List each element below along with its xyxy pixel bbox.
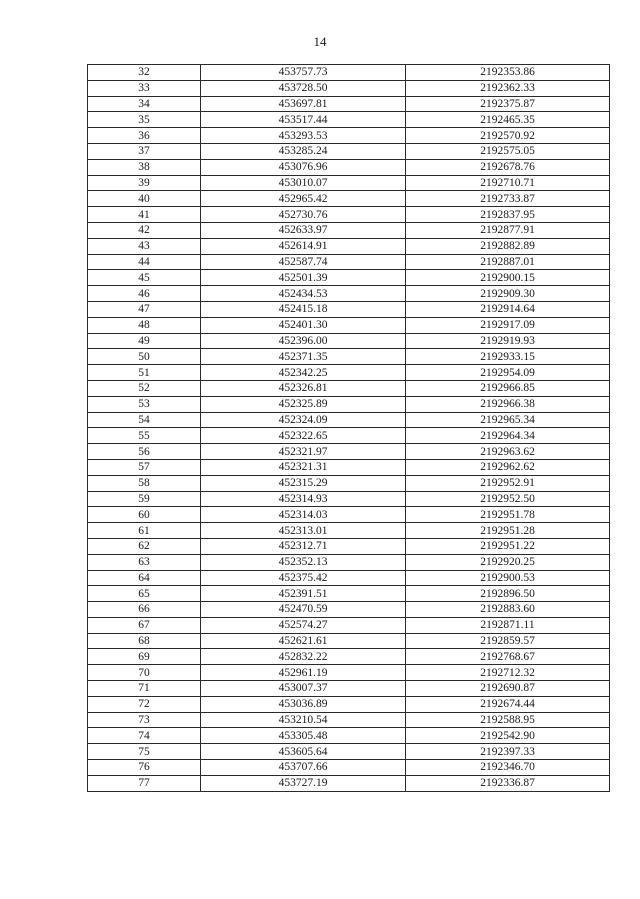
table-row xyxy=(88,428,610,444)
point-number-cell: 48 xyxy=(88,317,201,333)
table-row xyxy=(88,112,610,128)
table-row xyxy=(88,254,610,270)
x-coordinate-cell: 452312.71 xyxy=(201,538,406,554)
x-coordinate-cell: 452633.97 xyxy=(201,222,406,238)
point-number-cell: 44 xyxy=(88,254,201,270)
table-row xyxy=(88,696,610,712)
y-coordinate-cell: 2192588.95 xyxy=(406,712,610,728)
x-coordinate-cell: 452314.03 xyxy=(201,507,406,523)
table-row xyxy=(88,222,610,238)
y-coordinate-cell: 2192859.57 xyxy=(406,633,610,649)
table-row xyxy=(88,96,610,112)
table-row xyxy=(88,159,610,175)
x-coordinate-cell: 452730.76 xyxy=(201,207,406,223)
point-number-cell: 46 xyxy=(88,286,201,302)
x-coordinate-cell: 452396.00 xyxy=(201,333,406,349)
table-row xyxy=(88,775,610,791)
y-coordinate-cell: 2192375.87 xyxy=(406,96,610,112)
y-coordinate-cell: 2192362.33 xyxy=(406,80,610,96)
table-row xyxy=(88,128,610,144)
table-row xyxy=(88,207,610,223)
x-coordinate-cell: 452574.27 xyxy=(201,617,406,633)
table-row xyxy=(88,728,610,744)
y-coordinate-cell: 2192917.09 xyxy=(406,317,610,333)
point-number-cell: 65 xyxy=(88,586,201,602)
y-coordinate-cell: 2192871.11 xyxy=(406,617,610,633)
y-coordinate-cell: 2192896.50 xyxy=(406,586,610,602)
x-coordinate-cell: 453010.07 xyxy=(201,175,406,191)
x-coordinate-cell: 452501.39 xyxy=(201,270,406,286)
y-coordinate-cell: 2192542.90 xyxy=(406,728,610,744)
y-coordinate-cell: 2192346.70 xyxy=(406,760,610,776)
point-number-cell: 52 xyxy=(88,380,201,396)
x-coordinate-cell: 452391.51 xyxy=(201,586,406,602)
y-coordinate-cell: 2192465.35 xyxy=(406,112,610,128)
point-number-cell: 35 xyxy=(88,112,201,128)
x-coordinate-cell: 453707.66 xyxy=(201,760,406,776)
x-coordinate-cell: 452470.59 xyxy=(201,602,406,618)
table-row xyxy=(88,365,610,381)
y-coordinate-cell: 2192962.62 xyxy=(406,459,610,475)
x-coordinate-cell: 452315.29 xyxy=(201,475,406,491)
x-coordinate-cell: 453285.24 xyxy=(201,143,406,159)
table-row xyxy=(88,649,610,665)
y-coordinate-cell: 2192952.50 xyxy=(406,491,610,507)
point-number-cell: 64 xyxy=(88,570,201,586)
x-coordinate-cell: 453007.37 xyxy=(201,681,406,697)
y-coordinate-cell: 2192966.85 xyxy=(406,380,610,396)
y-coordinate-cell: 2192710.71 xyxy=(406,175,610,191)
point-number-cell: 57 xyxy=(88,459,201,475)
table-row xyxy=(88,459,610,475)
x-coordinate-cell: 452314.93 xyxy=(201,491,406,507)
y-coordinate-cell: 2192964.34 xyxy=(406,428,610,444)
y-coordinate-cell: 2192877.91 xyxy=(406,222,610,238)
x-coordinate-cell: 452325.89 xyxy=(201,396,406,412)
point-number-cell: 36 xyxy=(88,128,201,144)
table-row xyxy=(88,270,610,286)
x-coordinate-cell: 452965.42 xyxy=(201,191,406,207)
x-coordinate-cell: 452621.61 xyxy=(201,633,406,649)
point-number-cell: 70 xyxy=(88,665,201,681)
point-number-cell: 61 xyxy=(88,523,201,539)
y-coordinate-cell: 2192951.28 xyxy=(406,523,610,539)
point-number-cell: 67 xyxy=(88,617,201,633)
point-number-cell: 47 xyxy=(88,301,201,317)
table-row xyxy=(88,760,610,776)
point-number-cell: 37 xyxy=(88,143,201,159)
y-coordinate-cell: 2192883.60 xyxy=(406,602,610,618)
y-coordinate-cell: 2192712.32 xyxy=(406,665,610,681)
point-number-cell: 51 xyxy=(88,365,201,381)
y-coordinate-cell: 2192674.44 xyxy=(406,696,610,712)
y-coordinate-cell: 2192768.67 xyxy=(406,649,610,665)
x-coordinate-cell: 453727.19 xyxy=(201,775,406,791)
page-number: 14 xyxy=(313,34,327,49)
point-number-cell: 59 xyxy=(88,491,201,507)
y-coordinate-cell: 2192353.86 xyxy=(406,65,610,81)
point-number-cell: 42 xyxy=(88,222,201,238)
point-number-cell: 73 xyxy=(88,712,201,728)
table-row xyxy=(88,65,610,81)
table-row xyxy=(88,681,610,697)
y-coordinate-cell: 2192920.25 xyxy=(406,554,610,570)
point-number-cell: 39 xyxy=(88,175,201,191)
y-coordinate-cell: 2192933.15 xyxy=(406,349,610,365)
table-row xyxy=(88,349,610,365)
point-number-cell: 63 xyxy=(88,554,201,570)
x-coordinate-cell: 452961.19 xyxy=(201,665,406,681)
x-coordinate-cell: 453210.54 xyxy=(201,712,406,728)
y-coordinate-cell: 2192954.09 xyxy=(406,365,610,381)
y-coordinate-cell: 2192914.64 xyxy=(406,301,610,317)
x-coordinate-cell: 453757.73 xyxy=(201,65,406,81)
x-coordinate-cell: 452371.35 xyxy=(201,349,406,365)
y-coordinate-cell: 2192951.78 xyxy=(406,507,610,523)
table-row xyxy=(88,712,610,728)
point-number-cell: 50 xyxy=(88,349,201,365)
y-coordinate-cell: 2192882.89 xyxy=(406,238,610,254)
x-coordinate-cell: 452342.25 xyxy=(201,365,406,381)
table-row xyxy=(88,286,610,302)
point-number-cell: 71 xyxy=(88,681,201,697)
y-coordinate-cell: 2192966.38 xyxy=(406,396,610,412)
x-coordinate-cell: 452313.01 xyxy=(201,523,406,539)
y-coordinate-cell: 2192887.01 xyxy=(406,254,610,270)
table-row xyxy=(88,523,610,539)
table-row xyxy=(88,602,610,618)
point-number-cell: 56 xyxy=(88,444,201,460)
x-coordinate-cell: 453697.81 xyxy=(201,96,406,112)
point-number-cell: 33 xyxy=(88,80,201,96)
table-row xyxy=(88,444,610,460)
point-number-cell: 76 xyxy=(88,760,201,776)
y-coordinate-cell: 2192900.15 xyxy=(406,270,610,286)
x-coordinate-cell: 452321.97 xyxy=(201,444,406,460)
table-row xyxy=(88,586,610,602)
point-number-cell: 58 xyxy=(88,475,201,491)
x-coordinate-cell: 453293.53 xyxy=(201,128,406,144)
y-coordinate-cell: 2192570.92 xyxy=(406,128,610,144)
coordinates-table xyxy=(87,64,610,792)
y-coordinate-cell: 2192909.30 xyxy=(406,286,610,302)
table-row xyxy=(88,412,610,428)
y-coordinate-cell: 2192951.22 xyxy=(406,538,610,554)
x-coordinate-cell: 452832.22 xyxy=(201,649,406,665)
point-number-cell: 77 xyxy=(88,775,201,791)
y-coordinate-cell: 2192397.33 xyxy=(406,744,610,760)
x-coordinate-cell: 452587.74 xyxy=(201,254,406,270)
table-row xyxy=(88,238,610,254)
table-row xyxy=(88,491,610,507)
point-number-cell: 69 xyxy=(88,649,201,665)
point-number-cell: 55 xyxy=(88,428,201,444)
x-coordinate-cell: 453305.48 xyxy=(201,728,406,744)
point-number-cell: 34 xyxy=(88,96,201,112)
y-coordinate-cell: 2192919.93 xyxy=(406,333,610,349)
x-coordinate-cell: 452324.09 xyxy=(201,412,406,428)
point-number-cell: 41 xyxy=(88,207,201,223)
point-number-cell: 43 xyxy=(88,238,201,254)
table-row xyxy=(88,333,610,349)
point-number-cell: 38 xyxy=(88,159,201,175)
point-number-cell: 54 xyxy=(88,412,201,428)
table-row xyxy=(88,175,610,191)
point-number-cell: 49 xyxy=(88,333,201,349)
table-row xyxy=(88,475,610,491)
y-coordinate-cell: 2192690.87 xyxy=(406,681,610,697)
table-row xyxy=(88,554,610,570)
table-row xyxy=(88,665,610,681)
x-coordinate-cell: 453728.50 xyxy=(201,80,406,96)
x-coordinate-cell: 452415.18 xyxy=(201,301,406,317)
table-row xyxy=(88,507,610,523)
point-number-cell: 60 xyxy=(88,507,201,523)
point-number-cell: 45 xyxy=(88,270,201,286)
coordinates-table-body xyxy=(88,65,610,792)
table-row xyxy=(88,191,610,207)
x-coordinate-cell: 452375.42 xyxy=(201,570,406,586)
point-number-cell: 53 xyxy=(88,396,201,412)
point-number-cell: 72 xyxy=(88,696,201,712)
table-row xyxy=(88,317,610,333)
y-coordinate-cell: 2192837.95 xyxy=(406,207,610,223)
y-coordinate-cell: 2192900.53 xyxy=(406,570,610,586)
x-coordinate-cell: 452322.65 xyxy=(201,428,406,444)
x-coordinate-cell: 453036.89 xyxy=(201,696,406,712)
x-coordinate-cell: 453605.64 xyxy=(201,744,406,760)
point-number-cell: 62 xyxy=(88,538,201,554)
table-row xyxy=(88,80,610,96)
x-coordinate-cell: 452614.91 xyxy=(201,238,406,254)
table-row xyxy=(88,396,610,412)
y-coordinate-cell: 2192952.91 xyxy=(406,475,610,491)
table-row xyxy=(88,538,610,554)
x-coordinate-cell: 452352.13 xyxy=(201,554,406,570)
table-row xyxy=(88,570,610,586)
table-row xyxy=(88,617,610,633)
x-coordinate-cell: 452326.81 xyxy=(201,380,406,396)
y-coordinate-cell: 2192733.87 xyxy=(406,191,610,207)
point-number-cell: 74 xyxy=(88,728,201,744)
x-coordinate-cell: 453076.96 xyxy=(201,159,406,175)
x-coordinate-cell: 452321.31 xyxy=(201,459,406,475)
point-number-cell: 68 xyxy=(88,633,201,649)
point-number-cell: 66 xyxy=(88,602,201,618)
y-coordinate-cell: 2192336.87 xyxy=(406,775,610,791)
table-row xyxy=(88,301,610,317)
x-coordinate-cell: 452401.30 xyxy=(201,317,406,333)
point-number-cell: 40 xyxy=(88,191,201,207)
y-coordinate-cell: 2192965.34 xyxy=(406,412,610,428)
y-coordinate-cell: 2192963.62 xyxy=(406,444,610,460)
table-row xyxy=(88,143,610,159)
x-coordinate-cell: 452434.53 xyxy=(201,286,406,302)
table-row xyxy=(88,380,610,396)
point-number-cell: 75 xyxy=(88,744,201,760)
y-coordinate-cell: 2192678.76 xyxy=(406,159,610,175)
table-row xyxy=(88,633,610,649)
point-number-cell: 32 xyxy=(88,65,201,81)
x-coordinate-cell: 453517.44 xyxy=(201,112,406,128)
y-coordinate-cell: 2192575.05 xyxy=(406,143,610,159)
table-row xyxy=(88,744,610,760)
